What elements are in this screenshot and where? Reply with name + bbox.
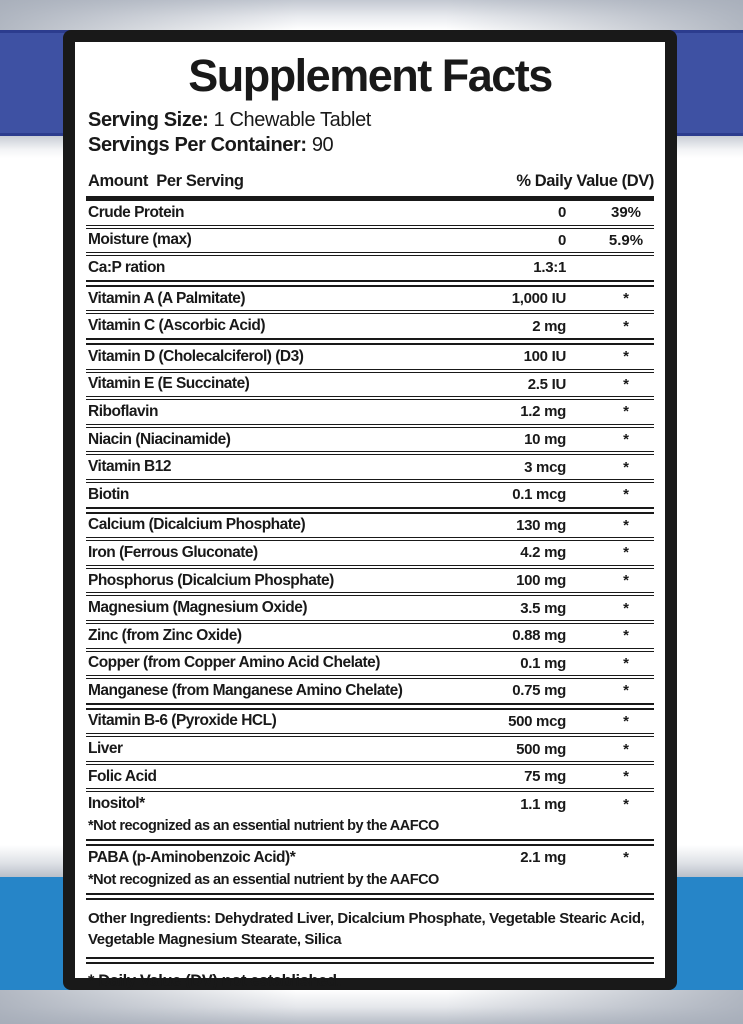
servings-per-container-value: 90 (311, 134, 334, 156)
nutrient-name: Magnesium (Magnesium Oxide) (88, 599, 308, 617)
serving-info (88, 108, 652, 158)
nutrient-row (86, 314, 654, 345)
nutrient-row-main (88, 428, 654, 452)
nutrient-dv: * (623, 290, 629, 308)
nutrient-dv: * (623, 317, 629, 335)
servings-per-container-label: Servings Per Container: (88, 134, 307, 156)
nutrient-row (86, 679, 654, 710)
nutrient-row-main (88, 345, 654, 369)
amount-per-serving-header: Amount Per Serving (88, 172, 244, 190)
nutrient-name: Vitamin B12 (88, 458, 171, 476)
nutrient-name: Biotin (88, 485, 129, 503)
nutrient-amount: 3 mcg (524, 458, 566, 476)
nutrient-name: Niacin (Niacinamide) (88, 430, 231, 448)
nutrient-row (86, 373, 654, 401)
nutrient-row (86, 792, 654, 846)
nutrient-dv: * (623, 486, 629, 504)
nutrient-row-main (88, 314, 654, 338)
nutrient-name: Vitamin A (A Palmitate) (88, 289, 246, 307)
nutrient-row-main (88, 652, 654, 676)
nutrient-row (86, 710, 654, 738)
nutrient-name: Moisture (max) (88, 231, 192, 249)
nutrient-dv: * (623, 768, 629, 786)
nutrient-amount: 4.2 mg (520, 544, 566, 562)
nutrient-dv: * (623, 516, 629, 534)
nutrient-dv: * (623, 403, 629, 421)
nutrient-row-main (88, 737, 654, 761)
nutrient-row-main (88, 483, 654, 507)
nutrient-row-main (88, 373, 654, 397)
nutrient-dv: * (623, 712, 629, 730)
nutrient-name: Zinc (from Zinc Oxide) (88, 626, 242, 644)
nutrient-row (86, 569, 654, 597)
nutrient-amount: 3.5 mg (520, 599, 566, 617)
nutrient-name: Calcium (Dicalcium Phosphate) (88, 516, 306, 534)
nutrient-name: Crude Protein (88, 203, 184, 221)
nutrient-row-main (88, 400, 654, 424)
nutrient-row (86, 229, 654, 257)
nutrient-dv: * (623, 627, 629, 645)
nutrient-dv: * (623, 375, 629, 393)
nutrient-dv: 5.9% (608, 231, 644, 249)
supplement-facts-panel (63, 30, 677, 990)
nutrient-dv: * (623, 740, 629, 758)
serving-size-line (88, 108, 652, 133)
nutrient-row-main (88, 792, 654, 816)
nutrient-amount: 1.2 mg (520, 403, 566, 421)
nutrient-row (86, 846, 654, 900)
nutrient-amount: 2 mg (532, 317, 566, 335)
nutrient-row-main (88, 765, 654, 789)
nutrient-name: Manganese (from Manganese Amino Chelate) (88, 681, 403, 699)
nutrient-name: Vitamin C (Ascorbic Acid) (88, 317, 265, 335)
nutrient-dv: * (623, 544, 629, 562)
nutrient-amount: 0.88 mg (512, 627, 566, 645)
nutrient-row-main (88, 679, 654, 703)
nutrient-name: Ca:P ration (88, 258, 165, 276)
nutrient-row-main (88, 541, 654, 565)
nutrient-dv: * (623, 348, 629, 366)
nutrient-name: Inositol* (88, 795, 145, 813)
nutrient-dv: * (623, 654, 629, 672)
nutrient-row-main (88, 846, 654, 870)
nutrient-dv: * (623, 458, 629, 476)
nutrient-row (86, 624, 654, 652)
nutrient-amount: 0 (557, 204, 566, 222)
nutrient-amount: 0.75 mg (512, 682, 566, 700)
nutrient-rows (86, 201, 654, 900)
nutrient-name: Copper (from Copper Amino Acid Chelate) (88, 654, 380, 672)
nutrient-dv: * (623, 599, 629, 617)
nutrient-amount: 2.5 IU (527, 375, 566, 393)
metallic-band-bottom (0, 990, 743, 1024)
nutrient-amount: 1.3:1 (533, 259, 566, 277)
nutrient-note: *Not recognized as an essential nutrient by the AAFCO (88, 818, 439, 835)
nutrient-row (86, 483, 654, 514)
nutrient-row (86, 455, 654, 483)
nutrient-row (86, 400, 654, 428)
nutrient-amount: 500 mcg (508, 712, 566, 730)
nutrient-row (86, 345, 654, 373)
nutrient-amount: 100 IU (523, 348, 566, 366)
nutrient-row (86, 287, 654, 315)
nutrient-note: *Not recognized as an essential nutrient by the AAFCO (88, 871, 439, 888)
daily-value-footnote: * Daily Value (DV) not established. (88, 971, 341, 990)
nutrient-dv: * (623, 682, 629, 700)
nutrient-name: Phosphorus (Dicalcium Phosphate) (88, 571, 334, 589)
nutrient-row (86, 541, 654, 569)
nutrient-row-main (88, 455, 654, 479)
nutrient-row-main (88, 596, 654, 620)
nutrient-row-main (88, 287, 654, 311)
panel-title: Supplement Facts (188, 50, 552, 101)
nutrient-row-main (88, 229, 654, 253)
nutrient-name: Vitamin E (E Succinate) (88, 375, 250, 393)
nutrient-row-main (88, 569, 654, 593)
other-ingredients-text: Other Ingredients: Dehydrated Liver, Dicalcium Phosphate, Vegetable Stearic Acid, Vegetable Magnesium Stearate, Silica (86, 900, 654, 964)
nutrient-row (86, 514, 654, 542)
nutrient-name: PABA (p-Aminobenzoic Acid)* (88, 848, 296, 866)
nutrient-amount: 0.1 mcg (512, 486, 566, 504)
nutrient-name: Iron (Ferrous Gluconate) (88, 543, 258, 561)
nutrient-dv: * (623, 795, 629, 813)
nutrient-row (86, 737, 654, 765)
nutrient-amount: 130 mg (516, 516, 566, 534)
nutrient-row-main (88, 201, 654, 225)
nutrient-row-main (88, 624, 654, 648)
nutrient-dv: * (623, 431, 629, 449)
nutrient-dv: 39% (610, 204, 642, 222)
nutrient-name: Folic Acid (88, 767, 157, 785)
table-header (86, 165, 654, 201)
nutrient-dv: * (623, 849, 629, 867)
nutrient-row (86, 201, 654, 229)
servings-per-container-line (88, 133, 652, 158)
nutrient-row (86, 428, 654, 456)
nutrient-row (86, 256, 654, 287)
nutrient-row (86, 765, 654, 793)
nutrient-name: Vitamin D (Cholecalciferol) (D3) (88, 347, 304, 365)
nutrient-amount: 0 (557, 231, 566, 249)
nutrient-amount: 1,000 IU (511, 290, 566, 308)
nutrient-amount: 1.1 mg (520, 795, 566, 813)
nutrient-row-main (88, 514, 654, 538)
nutrient-amount: 100 mg (516, 572, 566, 590)
serving-size-value: 1 Chewable Tablet (213, 109, 371, 131)
nutrient-amount: 10 mg (524, 431, 566, 449)
nutrient-name: Riboflavin (88, 402, 158, 420)
serving-size-label: Serving Size: (88, 109, 209, 131)
nutrient-amount: 75 mg (524, 768, 566, 786)
daily-value-header: % Daily Value (DV) (516, 172, 654, 190)
nutrient-amount: 2.1 mg (520, 849, 566, 867)
nutrient-dv: * (623, 572, 629, 590)
nutrient-name: Liver (88, 740, 123, 758)
nutrient-amount: 0.1 mg (520, 654, 566, 672)
nutrient-row (86, 652, 654, 680)
nutrient-row-main (88, 256, 654, 280)
nutrient-amount: 500 mg (516, 740, 566, 758)
nutrient-name: Vitamin B-6 (Pyroxide HCL) (88, 712, 277, 730)
nutrient-row-main (88, 710, 654, 734)
nutrient-row (86, 596, 654, 624)
metallic-band-top (0, 0, 743, 30)
